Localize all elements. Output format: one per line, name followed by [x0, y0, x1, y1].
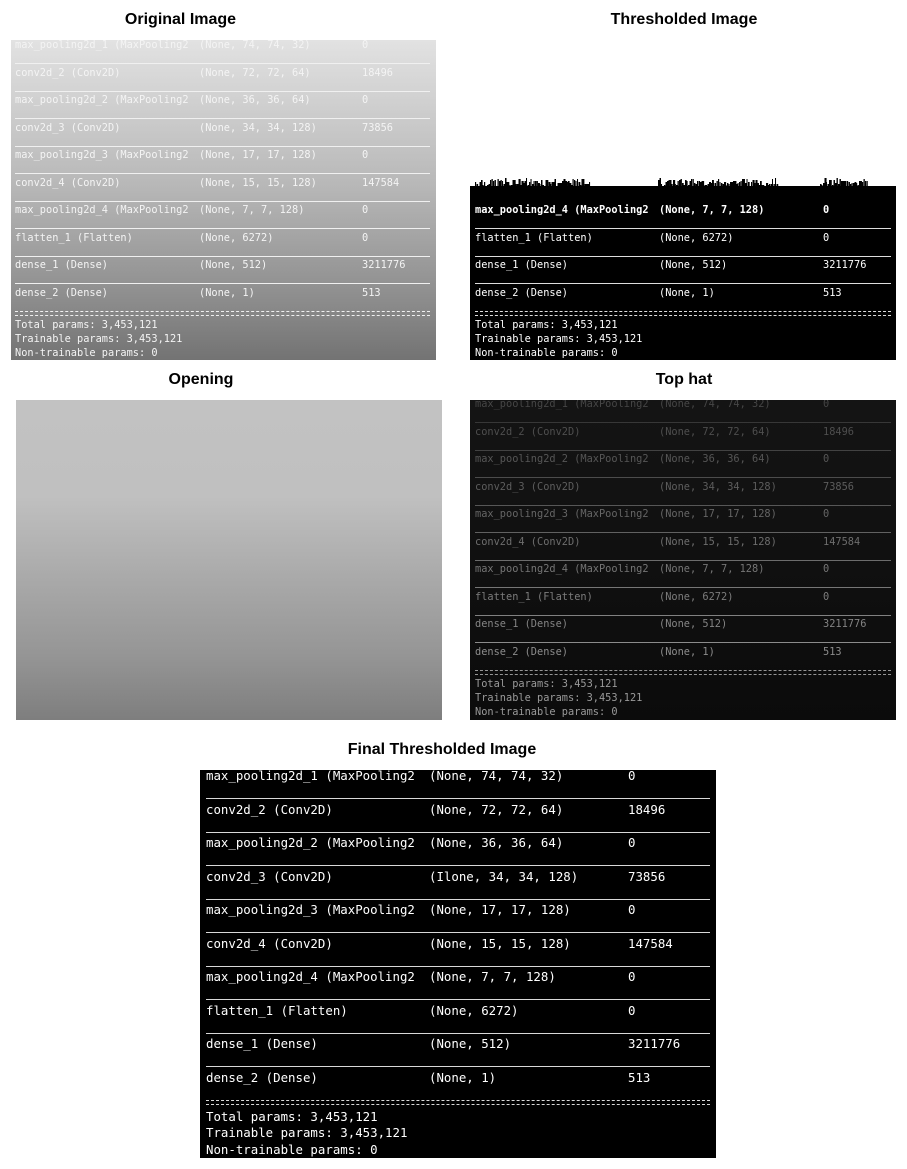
thresholded-image-panel — [470, 186, 896, 360]
layer-output-shape: (None, 74, 74, 32) — [199, 40, 311, 51]
layer-param-count: 0 — [362, 40, 369, 51]
layer-output-shape: (None, 17, 17, 128) — [429, 902, 571, 917]
row-separator — [206, 932, 710, 933]
layer-name: flatten_1 (Flatten) — [475, 231, 593, 244]
total-params: Total params: 3,453,121 — [206, 1108, 378, 1124]
noise-speck — [747, 179, 748, 186]
layer-param-count: 147584 — [823, 535, 861, 548]
layer-param-count: 0 — [362, 204, 369, 216]
row-separator — [206, 899, 710, 900]
noise-speck — [583, 179, 584, 186]
double-separator — [475, 311, 891, 316]
layer-output-shape: (None, 15, 15, 128) — [429, 935, 571, 951]
row-separator — [206, 966, 710, 967]
layer-param-count: 0 — [823, 231, 830, 244]
title-original-image: Original Image — [124, 11, 237, 28]
non-trainable-params: Non-trainable params: 0 — [206, 1141, 378, 1157]
row-separator — [206, 1033, 710, 1034]
noise-speck — [837, 178, 838, 186]
row-separator — [15, 201, 430, 202]
layer-name: dense_1 (Dense) — [206, 1036, 318, 1051]
layer-output-shape: (Nonе, 36, 36, 64) — [429, 835, 564, 850]
trainable-params: Trainable params: 3,453,121 — [475, 332, 643, 345]
layer-name: max_pooling2d_2 (MaxPooling2 — [475, 453, 649, 465]
row-separator — [475, 477, 891, 478]
layer-name: dense_2 (Dense) — [475, 645, 568, 658]
layer-param-count: 3211776 — [628, 1036, 681, 1051]
layer-output-shape: (None, 512) — [659, 259, 728, 271]
layer-param-count: 73856 — [823, 480, 854, 493]
layer-output-shape: (None, 15, 15, 128) — [659, 535, 777, 548]
layer-param-count: 3211776 — [823, 259, 867, 271]
layer-param-count: 147584 — [362, 176, 400, 189]
layer-output-shape: (Ilone, 34, 34, 128) — [429, 868, 579, 884]
title-thresholded-image: Thresholded Image — [610, 11, 758, 28]
layer-output-shape: (None, 1) — [429, 1069, 497, 1085]
total-params: Total params: 3,453,121 — [475, 677, 618, 690]
layer-param-count: 18496 — [823, 425, 854, 438]
row-separator — [475, 532, 891, 533]
layer-output-shape: (None, 6272) — [659, 231, 734, 244]
layer-output-shape: (None, 34, 34, 128) — [199, 121, 317, 134]
row-separator — [15, 228, 430, 229]
non-trainable-params: Non-trainable params: 0 — [15, 346, 158, 359]
layer-param-count: 18496 — [362, 66, 393, 79]
layer-output-shape: (None, 15, 15, 128) — [199, 176, 317, 189]
row-separator — [475, 615, 891, 616]
noise-speck — [505, 178, 507, 186]
row-separator — [475, 560, 891, 561]
layer-param-count: 3211776 — [362, 259, 406, 271]
double-separator — [15, 311, 430, 316]
noise-speck — [660, 178, 661, 186]
row-separator — [15, 146, 430, 147]
layer-param-count: 18496 — [628, 801, 666, 817]
layer-output-shape: (None, 36, 36, 64) — [199, 94, 311, 106]
layer-name: dense_2 (Dense) — [15, 286, 108, 299]
layer-name: conv2d_4 (Conv2D) — [206, 935, 333, 951]
row-separator — [15, 256, 430, 257]
layer-param-count: 0 — [362, 231, 369, 244]
row-separator — [475, 283, 891, 284]
layer-name: dense_1 (Dense) — [475, 618, 568, 630]
row-separator — [206, 832, 710, 833]
layer-name: max_pooling2d_4 (MaxPooling2 — [475, 204, 649, 216]
double-separator — [206, 1100, 710, 1105]
layer-param-count: 0 — [823, 563, 830, 575]
layer-param-count: 3211776 — [823, 618, 867, 630]
layer-output-shape: (None, 17, 17, 128) — [659, 508, 777, 520]
row-separator — [15, 63, 430, 64]
layer-name: dense_1 (Dense) — [15, 259, 108, 271]
layer-output-shape: (None, 512) — [429, 1036, 512, 1051]
layer-output-shape: (None, 1) — [659, 286, 715, 299]
layer-param-count: 0 — [362, 149, 369, 161]
layer-name: max_pooling2d_4 (MaxPooling2 — [206, 969, 415, 984]
layer-name: max_pooling2d_3 (MaxPooling2 — [206, 902, 415, 917]
layer-param-count: 73856 — [362, 121, 393, 134]
noise-speck — [840, 179, 841, 186]
layer-param-count: 0 — [628, 969, 636, 984]
layer-output-shape: (None, 512) — [199, 259, 268, 271]
layer-param-count: 513 — [823, 645, 842, 658]
tophat-image-panel — [470, 400, 896, 720]
layer-output-shape: (None, 72, 72, 64) — [429, 801, 564, 817]
layer-output-shape: (None, 1) — [659, 645, 715, 658]
layer-output-shape: (None, 36, 36, 64) — [659, 453, 771, 465]
layer-name: max_pooling2d_3 (MaxPooling2 — [15, 149, 189, 161]
layer-param-count: 0 — [628, 770, 636, 783]
layer-output-shape: (None, 72, 72, 64) — [199, 66, 311, 79]
noise-speck — [744, 179, 745, 186]
layer-param-count: 73856 — [628, 868, 666, 884]
layer-param-count: 147584 — [628, 935, 673, 951]
layer-param-count: 0 — [823, 590, 830, 603]
layer-name: dense_2 (Dense) — [475, 286, 568, 299]
layer-param-count: 0 — [823, 400, 830, 410]
layer-name: conv2d_3 (Conv2D) — [15, 121, 121, 134]
layer-param-count: 0 — [628, 835, 636, 850]
noise-speck — [742, 179, 744, 186]
noise-speck — [531, 179, 532, 186]
row-separator — [15, 91, 430, 92]
layer-output-shape: (None, 7, 7, 128) — [429, 969, 556, 984]
layer-output-shape: (None, 74, 74, 32) — [429, 770, 564, 783]
layer-param-count: 0 — [628, 1002, 636, 1018]
opening-image-panel — [16, 400, 442, 720]
layer-name: max_pooling2d_2 (MaxPooling2 — [15, 94, 189, 106]
trainable-params: Trainable params: 3,453,121 — [206, 1125, 408, 1140]
layer-name: max_pooling2d_4 (MaxPooling2 — [475, 563, 649, 575]
layer-output-shape: (None, 7, 7, 128) — [659, 204, 765, 216]
non-trainable-params: Non-trainable params: 0 — [475, 705, 618, 718]
layer-name: conv2d_3 (Conv2D) — [475, 480, 581, 493]
layer-output-shape: (None, 6272) — [659, 590, 734, 603]
layer-output-shape: (None, 6272) — [429, 1002, 519, 1018]
row-separator — [15, 173, 430, 174]
layer-param-count: 0 — [823, 453, 830, 465]
noise-speck — [775, 178, 776, 186]
layer-output-shape: (None, 34, 34, 128) — [659, 480, 777, 493]
layer-output-shape: (None, 74, 74, 32) — [659, 400, 771, 410]
final-thresholded-image-panel — [200, 770, 716, 1158]
layer-param-count: 0 — [823, 204, 830, 216]
row-separator — [475, 422, 891, 423]
layer-output-shape: (None, 72, 72, 64) — [659, 425, 771, 438]
total-params: Total params: 3,453,121 — [15, 318, 158, 331]
layer-name: conv2d_4 (Conv2D) — [15, 176, 121, 189]
trainable-params: Trainable params: 3,453,121 — [475, 691, 643, 704]
noise-speck — [526, 178, 527, 186]
layer-param-count: 0 — [628, 902, 636, 917]
row-separator — [15, 118, 430, 119]
layer-name: flatten_1 (Flatten) — [475, 590, 593, 603]
layer-name: conv2d_4 (Conv2D) — [475, 535, 581, 548]
layer-name: flatten_1 (Flatten) — [206, 1002, 348, 1018]
row-separator — [475, 228, 891, 229]
row-separator — [206, 999, 710, 1000]
layer-name: dense_1 (Dense) — [475, 259, 568, 271]
row-separator — [475, 450, 891, 451]
layer-output-shape: (None, 17, 17, 128) — [199, 149, 317, 161]
layer-name: conv2d_2 (Conv2D) — [206, 801, 333, 817]
layer-param-count: 513 — [362, 286, 381, 299]
layer-output-shape: (None, 1) — [199, 286, 255, 299]
layer-param-count: 513 — [628, 1069, 651, 1085]
row-separator — [206, 865, 710, 866]
title-opening: Opening — [168, 371, 234, 388]
layer-output-shape: (None, 7, 7, 128) — [199, 204, 305, 216]
layer-name: max_pooling2d_2 (ΜaxPooling2 — [206, 835, 415, 850]
layer-name: max_pooling2d_3 (MaxPooling2 — [475, 508, 649, 520]
noise-speck — [519, 179, 521, 186]
original-image-panel — [11, 40, 436, 360]
row-separator — [475, 256, 891, 257]
row-separator — [475, 587, 891, 588]
layer-param-count: 513 — [823, 286, 842, 299]
layer-name: conv2d_3 (Conv2D) — [206, 868, 333, 884]
trainable-params: Trainable params: 3,453,121 — [15, 332, 183, 345]
non-trainable-params: Non-trainable params: 0 — [475, 346, 618, 359]
layer-output-shape: (None, 7, 7, 128) — [659, 563, 765, 575]
double-separator — [475, 670, 891, 675]
total-params: Total params: 3,453,121 — [475, 318, 618, 331]
row-separator — [475, 505, 891, 506]
layer-name: max_pooling2d_1 (MaxPooling2 — [206, 770, 415, 783]
layer-name: flatten_1 (Flatten) — [15, 231, 133, 244]
layer-name: max_pooling2d_4 (MaxPooling2 — [15, 204, 189, 216]
layer-name: max_pooling2d_1 (MaxPooling2 — [475, 400, 649, 410]
layer-param-count: 0 — [362, 94, 369, 106]
layer-name: dense_2 (Dense) — [206, 1069, 318, 1085]
title-final-thresholded-image: Final Thresholded Image — [347, 741, 537, 758]
layer-name: conv2d_2 (Conv2D) — [475, 425, 581, 438]
row-separator — [475, 642, 891, 643]
row-separator — [206, 798, 710, 799]
layer-output-shape: (None, 6272) — [199, 231, 274, 244]
row-separator — [206, 1066, 710, 1067]
title-top-hat: Top hat — [655, 371, 713, 388]
layer-output-shape: (None, 512) — [659, 618, 728, 630]
layer-param-count: 0 — [823, 508, 830, 520]
layer-name: max_pooling2d_1 (MaxPooling2 — [15, 40, 189, 51]
row-separator — [15, 283, 430, 284]
layer-name: conv2d_2 (Conv2D) — [15, 66, 121, 79]
